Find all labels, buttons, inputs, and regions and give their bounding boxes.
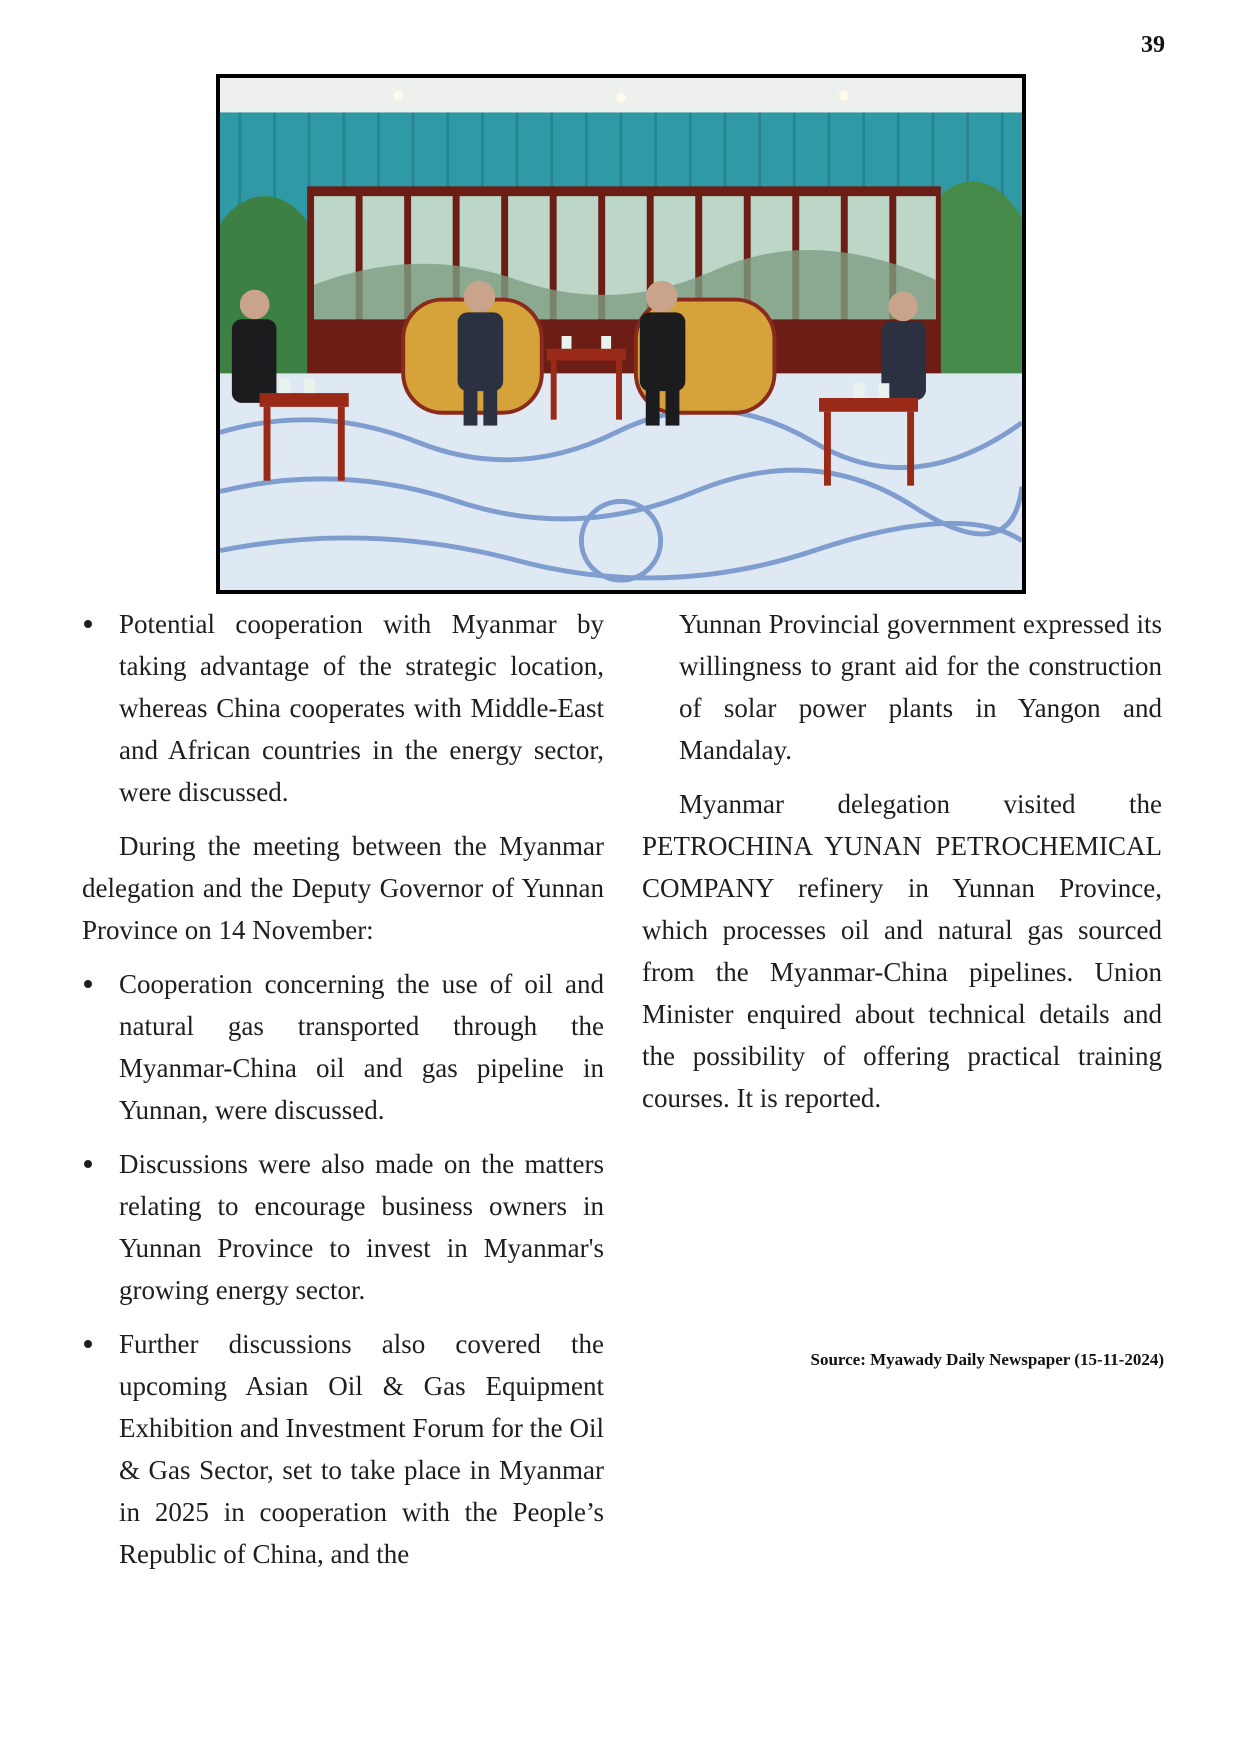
right-column xyxy=(642,603,1162,1131)
meeting-photo xyxy=(216,74,1026,594)
paragraph: Myanmar delegation visited the PETROCHINA YUNAN PETROCHEMICAL COMPANY refinery in Yunnan Province, which processes oil and natural gas sourced from the Myanmar-China pipelines. Union Minister enquired about technical details and the possibility of offering practical training courses. It is reported. xyxy=(642,789,1162,1113)
bullet-text: Cooperation concerning the use of oil and natural gas transported through the Myanmar-China oil and gas pipeline in Yunnan, were discussed. xyxy=(119,969,604,1125)
bullet-icon xyxy=(84,620,92,628)
list-item xyxy=(82,603,604,813)
bullet-text: Further discussions also covered the upcoming Asian Oil & Gas Equipment Exhibition and Investment Forum for the Oil & Gas Sector, set to take place in Myanmar in 2025 in cooperation with the People’s Republic of China, and the xyxy=(119,1329,604,1569)
page-number: 39 xyxy=(1141,32,1165,58)
list-item xyxy=(82,963,604,1131)
left-column xyxy=(82,603,604,1587)
meeting-photo-icon xyxy=(220,78,1022,590)
continued-bullet-text: Yunnan Provincial government expressed its willingness to grant aid for the construction of solar power plants in Yangon and Mandalay. xyxy=(679,609,1162,765)
bullet-text: Potential cooperation with Myanmar by taking advantage of the strategic location, whereas China cooperates with Middle-East and African countries in the energy sector, were discussed. xyxy=(119,609,604,807)
bullet-icon xyxy=(84,1340,92,1348)
paragraph: During the meeting between the Myanmar delegation and the Deputy Governor of Yunnan Province on 14 November: xyxy=(82,831,604,945)
bullet-icon xyxy=(84,1160,92,1168)
bullet-text: Discussions were also made on the matters relating to encourage business owners in Yunnan Province to invest in Myanmar's growing energy sector. xyxy=(119,1149,604,1305)
list-item xyxy=(82,1323,604,1575)
list-item xyxy=(82,1143,604,1311)
source-credit: Source: Myawady Daily Newspaper (15-11-2024) xyxy=(810,1350,1164,1369)
bullet-icon xyxy=(84,980,92,988)
